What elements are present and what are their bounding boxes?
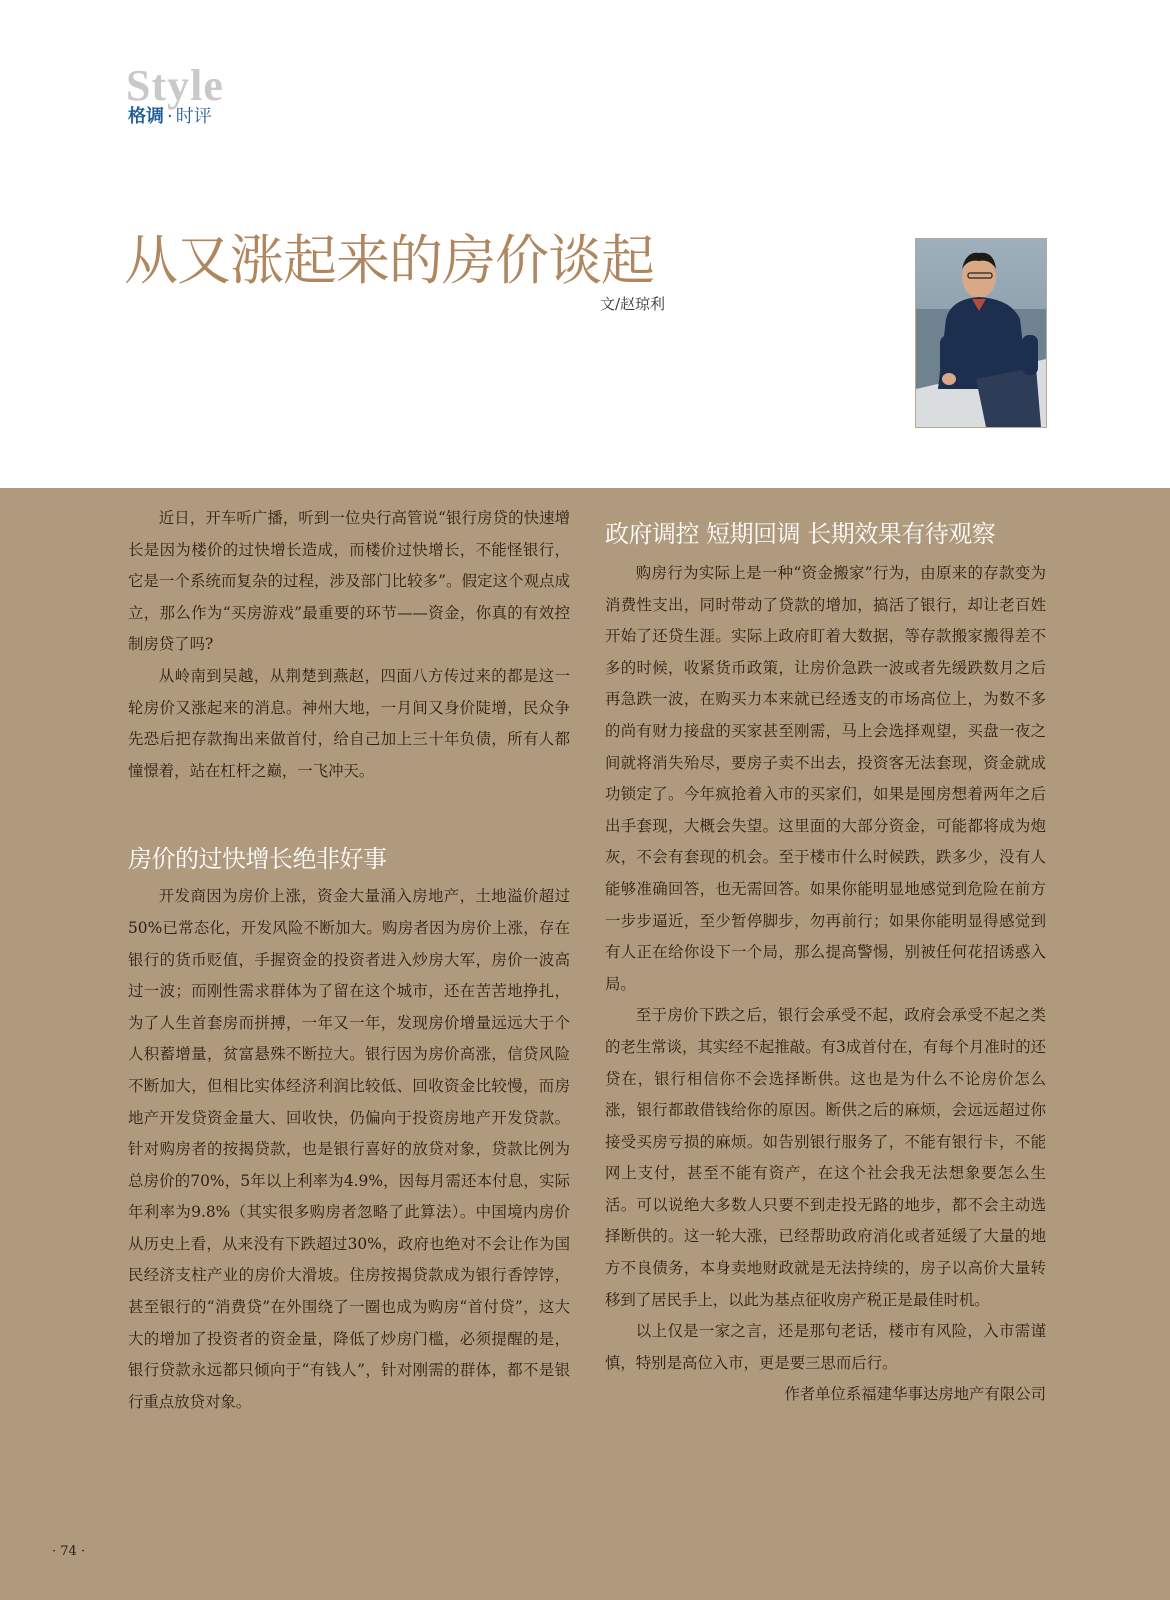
section-heading-1: 房价的过快增长绝非好事 (128, 845, 387, 874)
author-photo (915, 238, 1047, 428)
section2-paragraph-3: 以上仅是一家之言，还是那句老话，楼市有风险，入市需谨慎，特别是高位入市，更是要三思而后行。 (605, 1322, 1046, 1372)
section2-paragraph-1: 购房行为实际上是一种“资金搬家”行为，由原来的存款变为消费性支出，同时带动了贷款的增加，搞活了银行，却让老百姓开始了还贷生涯。实际上政府盯着大数据，等存款搬家搬得差不多的时候，收紧货币政策，让房价急跌一波或者先缓跌数月之后再急跌一波，在购买力本来就已经透支的市场高位上，为数不多的尚有财力接盘的买家甚至刚需，马上会选择观望，买盘一夜之间就将消失殆尽，要房子卖不出去，投资客无法套现，资金就成功锁定了。今年疯抢着入市的买家们，如果是囤房想着两年之后出手套现，大概会失望。这里面的大部分资金，可能都将成为炮灰，不会有套现的机会。至于楼市什么时候跌，跌多少，没有人能够准确回答，也无需回答。如果你能明显地感觉到危险在前方一步步逼近，至少暂停脚步，勿再前行；如果你能明显得感觉到有人正在给你设下一个局，那么提高警惕，别被任何花招诱惑入局。 (605, 564, 1046, 993)
author-affiliation: 作者单位系福建华事达房地产有限公司 (784, 1385, 1046, 1404)
section-label (128, 106, 212, 128)
section-heading-2: 政府调控 短期回调 长期效果有待观察 (605, 520, 996, 548)
section-separator: · (167, 106, 173, 127)
page-number: · 74 · (52, 1544, 86, 1559)
intro-paragraph-1: 近日，开车听广播，听到一位央行高管说“银行房贷的快速增长是因为楼价的过快增长造成，而楼价过快增长，不能怪银行，它是一个系统而复杂的过程，涉及部门比较多”。假定这个观点成立，那么作为“买房游戏”最重要的环节——资金，你真的有效控制房贷了吗? (128, 509, 570, 654)
author-portrait-image (916, 239, 1046, 427)
section1-paragraph-1: 开发商因为房价上涨，资金大量涌入房地产，土地溢价超过50%已常态化，开发风险不断加大。购房者因为房价上涨，存在银行的货币贬值，手握资金的投资者进入炒房大军，房价一波高过一波；而刚性需求群体为了留在这个城市，还在苦苦地挣扎，为了人生首套房而拼搏，一年又一年，发现房价增量远远大于个人积蓄增量，贫富悬殊不断拉大。银行因为房价高涨，信贷风险不断加大，但相比实体经济利润比较低、回收资金比较慢，而房地产开发贷资金量大、回收快，仍偏向于投资房地产开发贷款。针对购房者的按揭贷款，也是银行喜好的放贷对象，贷款比例为总房价的70%，5年以上利率为4.9%，因每月需还本付息，实际年利率为9.8%（其实很多购房者忽略了此算法）。中国境内房价从历史上看，从来没有下跌超过30%，政府也绝对不会让作为国民经济支柱产业的房价大滑坡。住房按揭贷款成为银行香饽饽，甚至银行的“消费贷”在外围绕了一圈也成为购房“首付贷”，这大大的增加了投资者的资金量，降低了炒房门槛，必须提醒的是，银行贷款永远都只倾向于“有钱人”，针对刚需的群体，都不是银行重点放贷对象。 (128, 887, 570, 1411)
article-byline: 文/赵琼利 (600, 295, 666, 313)
subsection-name: 时评 (175, 106, 212, 127)
section-name: 格调 (128, 106, 164, 127)
article-right-column (605, 516, 1046, 1411)
section2-paragraph-2: 至于房价下跌之后，银行会承受不起，政府会承受不起之类的老生常谈，其实经不起推敲。有3成首付在，有每个月准时的还贷在，银行相信你不会选择断供。这也是为什么不论房价怎么涨，银行都敢借钱给你的原因。断供之后的麻烦，会远远超过你接受买房亏损的麻烦。如告别银行服务了，不能有银行卡，不能网上支付，甚至不能有资产，在这个社会我无法想象要怎么生活。可以说绝大多数人只要不到走投无路的地步，都不会主动选择断供的。这一轮大涨，已经帮助政府消化或者延缓了大量的地方不良债务，本身卖地财政就是无法持续的，房子以高价大量转移到了居民手上，以此为基点征收房产税正是最佳时机。 (605, 1006, 1046, 1309)
brand-style-word: Style (126, 61, 224, 110)
intro-paragraph-2: 从岭南到吴越，从荆楚到燕赵，四面八方传过来的都是这一轮房价又涨起来的消息。神州大地，一月间又身价陡增，民众争先恐后把存款掏出来做首付，给自己加上三十年负债，所有人都憧憬着，站在杠杆之巅，一飞冲天。 (128, 666, 570, 780)
article-left-column (128, 503, 570, 1418)
article-title: 从又涨起来的房价谈起 (124, 229, 654, 292)
